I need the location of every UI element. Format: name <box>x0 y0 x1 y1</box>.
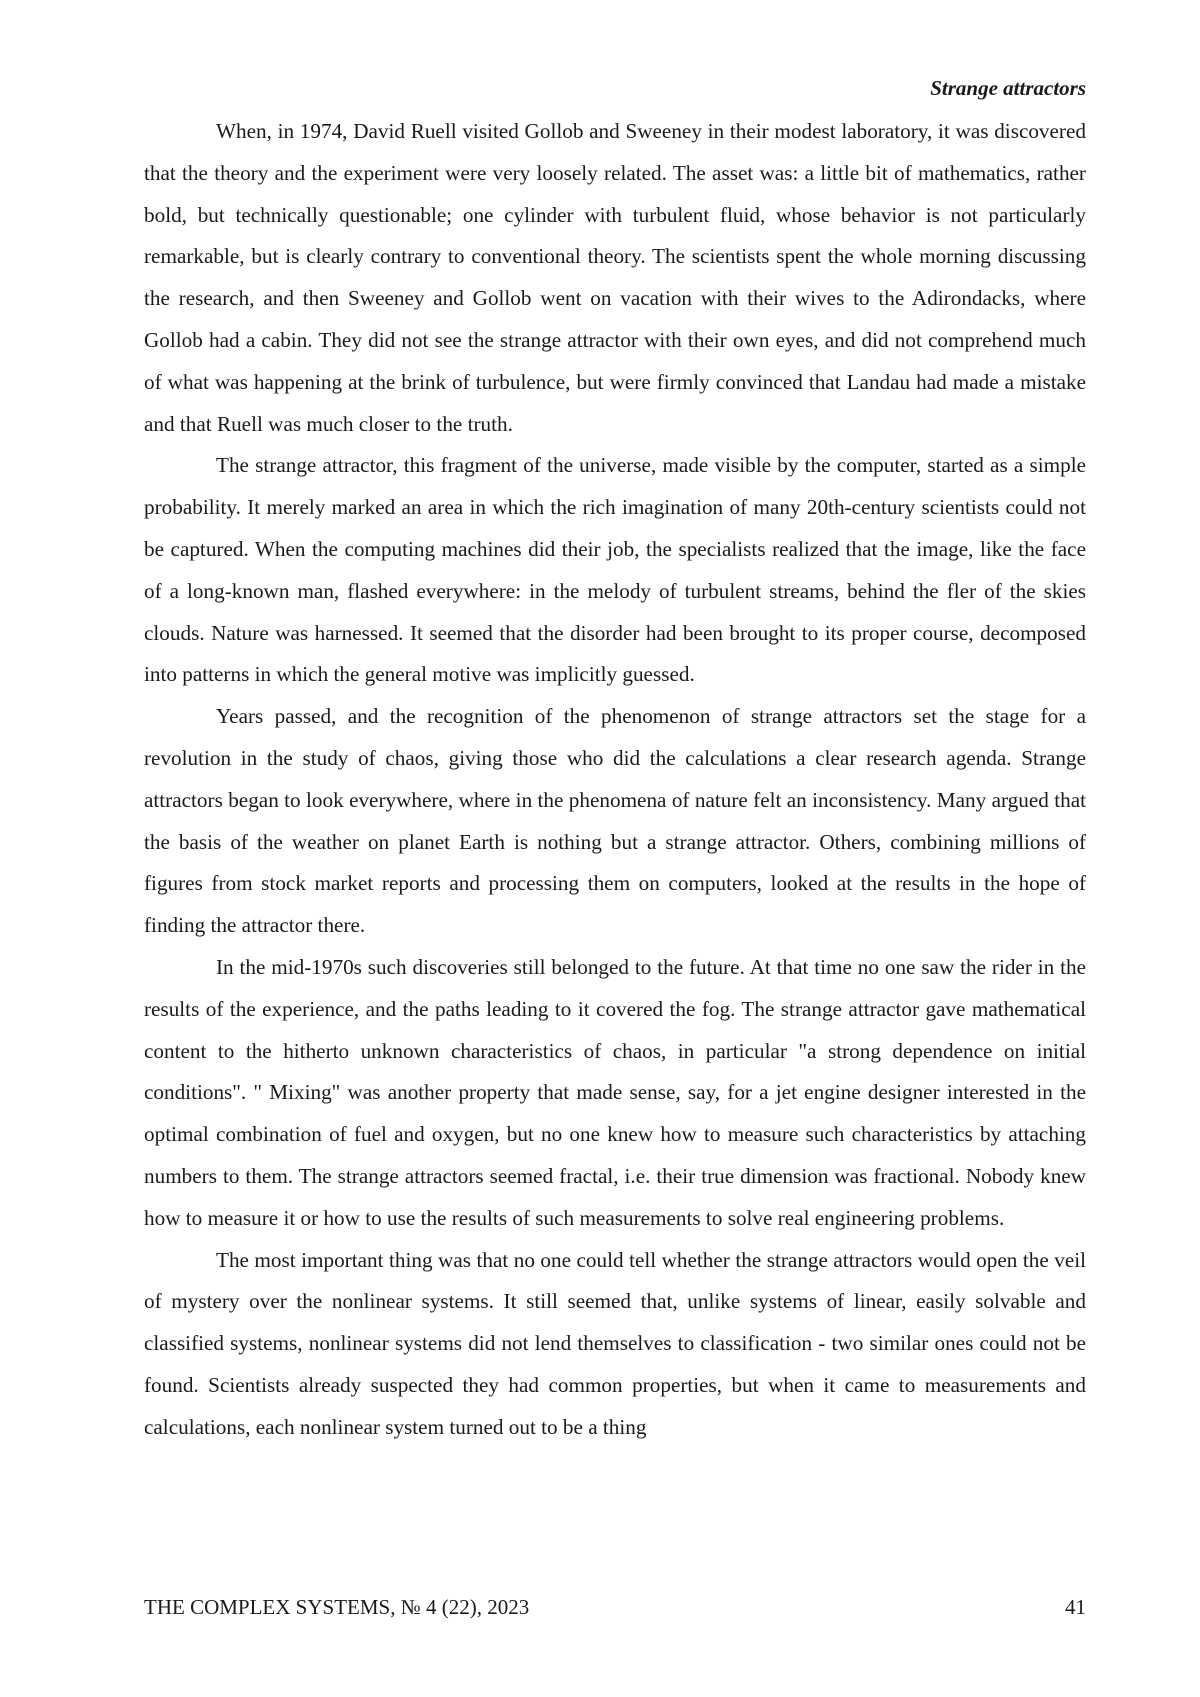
running-title: Strange attractors <box>930 76 1086 100</box>
paragraph: The strange attractor, this fragment of the universe, made visible by the computer, started as a simple probability. It merely marked an area in which the rich imagination of many 20th-century scientists could not be captured. When the computing machines did their job, the specialists realized that the image, like the face of a long-known man, flashed everywhere: in the melody of turbulent streams, behind the fler of the skies clouds. Nature was harnessed. It seemed that the disorder had been brought to its proper course, decomposed into patterns in which the general motive was implicitly guessed. <box>144 453 1086 687</box>
page-number: 41 <box>1065 1595 1086 1619</box>
paragraph: The most important thing was that no one could tell whether the strange attractors would open the veil of mystery over the nonlinear systems. It still seemed that, unlike systems of linear, easily solvable and classified systems, nonlinear systems did not lend themselves to classification - two similar ones could not be found. Scientists already suspected they had common properties, but when it came to measurements and calculations, each nonlinear system turned out to be a thing <box>144 1247 1086 1439</box>
paragraph: When, in 1974, David Ruell visited Gollob and Sweeney in their modest laboratory, it was discovered that the theory and the experiment were very loosely related. The asset was: a little bit of mathematics, rather bold, but technically questionable; one cylinder with turbulent fluid, whose behavior is not particularly remarkable, but is clearly contrary to conventional theory. The scientists spent the whole morning discussing the research, and then Sweeney and Gollob went on vacation with their wives to the Adirondacks, where Gollob had a cabin. They did not see the strange attractor with their own eyes, and did not comprehend much of what was happening at the brink of turbulence, but were firmly convinced that Landau had made a mistake and that Ruell was much closer to the truth. <box>144 119 1086 436</box>
article-body <box>144 111 1086 1449</box>
paragraph: Years passed, and the recognition of the phenomenon of strange attractors set the stage for a revolution in the study of chaos, giving those who did the calculations a clear research agenda. Strange attractors began to look everywhere, where in the phenomena of nature felt an inconsistency. Many argued that the basis of the weather on planet Earth is nothing but a strange attractor. Others, combining millions of figures from stock market reports and processing them on computers, looked at the results in the hope of finding the attractor there. <box>144 704 1086 938</box>
journal-citation: THE COMPLEX SYSTEMS, № 4 (22), 2023 <box>144 1595 530 1619</box>
paragraph: In the mid-1970s such discoveries still belonged to the future. At that time no one saw the rider in the results of the experience, and the paths leading to it covered the fog. The strange attractor gave mathematical content to the hitherto unknown characteristics of chaos, in particular "a strong dependence on initial conditions". " Mixing" was another property that made sense, say, for a jet engine designer interested in the optimal combination of fuel and oxygen, but no one knew how to measure such characteristics by attaching numbers to them. The strange attractors seemed fractal, i.e. their true dimension was fractional. Nobody knew how to measure it or how to use the results of such measurements to solve real engineering problems. <box>144 954 1086 1230</box>
